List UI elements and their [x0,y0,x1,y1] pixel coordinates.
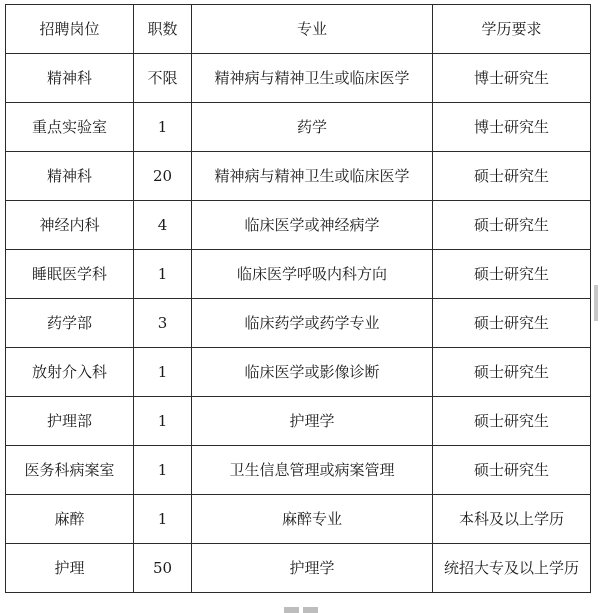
cell-count: 20 [134,152,192,201]
cell-education: 硕士研究生 [433,250,591,299]
cell-major: 护理学 [192,397,433,446]
cell-major: 护理学 [192,544,433,593]
cell-position: 睡眠医学科 [6,250,134,299]
cell-major: 临床医学或影像诊断 [192,348,433,397]
cell-position: 精神科 [6,152,134,201]
table-row [6,397,591,446]
cell-position: 药学部 [6,299,134,348]
cell-position: 护理部 [6,397,134,446]
cell-count: 1 [134,348,192,397]
table-row [6,348,591,397]
cell-major: 精神病与精神卫生或临床医学 [192,54,433,103]
cell-major: 临床医学呼吸内科方向 [192,250,433,299]
cell-education: 博士研究生 [433,54,591,103]
table-row [6,544,591,593]
cell-major: 药学 [192,103,433,152]
cell-education: 硕士研究生 [433,446,591,495]
cell-major: 临床医学或神经病学 [192,201,433,250]
cell-position: 精神科 [6,54,134,103]
cell-count: 不限 [134,54,192,103]
table-row [6,201,591,250]
cell-education: 博士研究生 [433,103,591,152]
scrollbar-mark [594,285,598,321]
cell-position: 神经内科 [6,201,134,250]
cell-major: 卫生信息管理或病案管理 [192,446,433,495]
cell-major: 临床药学或药学专业 [192,299,433,348]
cell-count: 1 [134,397,192,446]
cell-count: 1 [134,103,192,152]
page-break-mark [284,607,318,613]
table-row [6,446,591,495]
cell-count: 4 [134,201,192,250]
table-row [6,103,591,152]
header-major: 专业 [192,5,433,54]
table-row [6,54,591,103]
cell-count: 1 [134,495,192,544]
table-row [6,299,591,348]
cell-education: 统招大专及以上学历 [433,544,591,593]
cell-position: 医务科病案室 [6,446,134,495]
cell-count: 1 [134,250,192,299]
cell-position: 护理 [6,544,134,593]
cell-education: 硕士研究生 [433,201,591,250]
cell-education: 硕士研究生 [433,152,591,201]
recruitment-table [5,4,591,593]
cell-count: 1 [134,446,192,495]
cell-position: 麻醉 [6,495,134,544]
header-education: 学历要求 [433,5,591,54]
table-row [6,495,591,544]
cell-education: 硕士研究生 [433,397,591,446]
cell-major: 精神病与精神卫生或临床医学 [192,152,433,201]
cell-position: 放射介入科 [6,348,134,397]
table-row [6,152,591,201]
cell-count: 3 [134,299,192,348]
header-position: 招聘岗位 [6,5,134,54]
header-count: 职数 [134,5,192,54]
cell-count: 50 [134,544,192,593]
cell-major: 麻醉专业 [192,495,433,544]
cell-position: 重点实验室 [6,103,134,152]
cell-education: 硕士研究生 [433,299,591,348]
table-row [6,250,591,299]
cell-education: 本科及以上学历 [433,495,591,544]
table-header-row [6,5,591,54]
cell-education: 硕士研究生 [433,348,591,397]
